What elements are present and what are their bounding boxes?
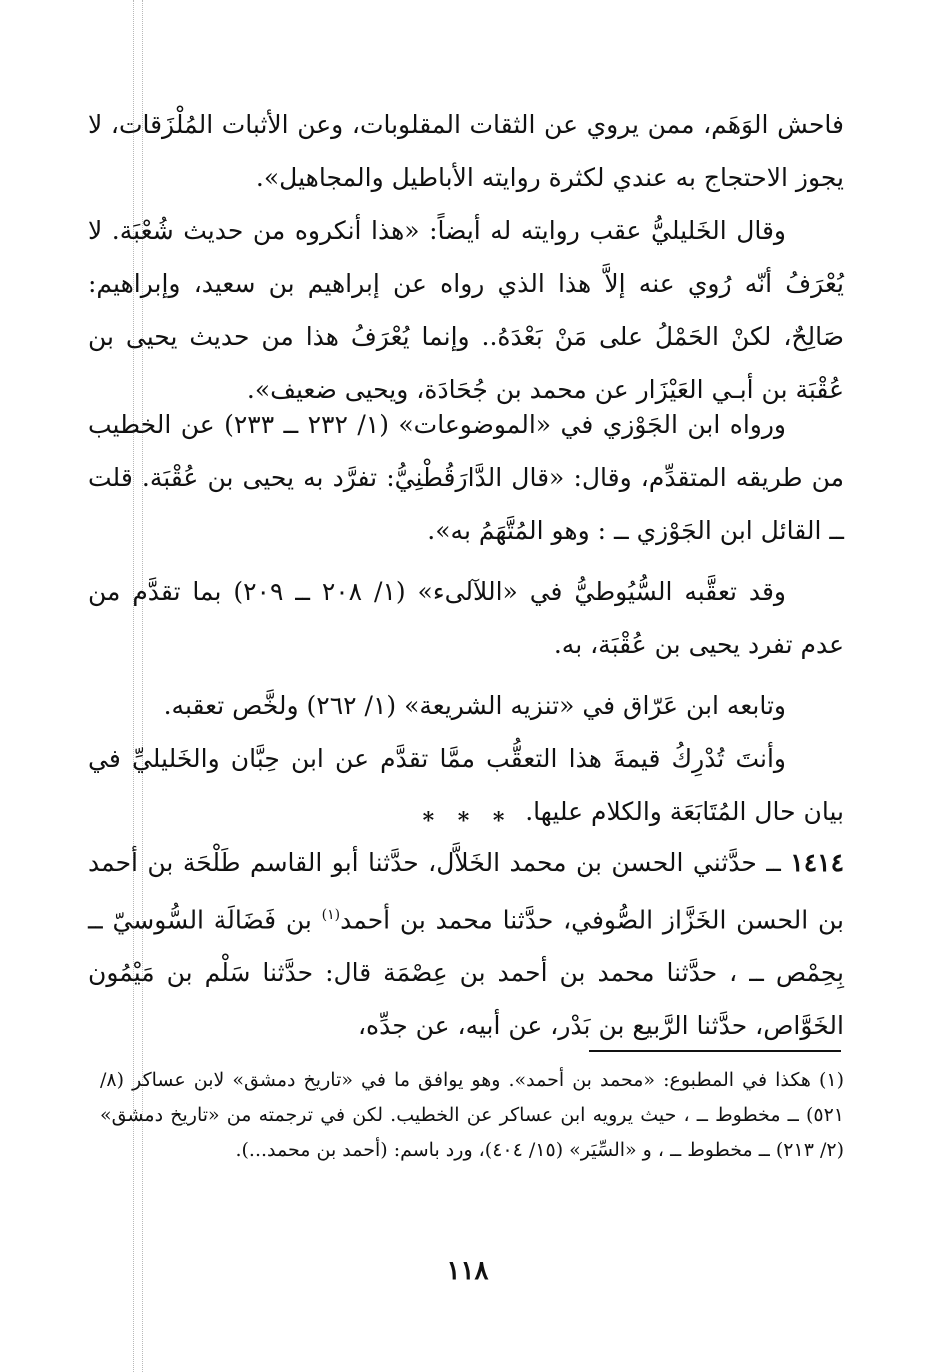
entry-text-continued: بن فَضَالَة السُّوسيّ ــ بِحِمْص ــ ، حدَّثنا محمد بن أحمد بن عِصْمَة قال: حدَّثنا سَلْم بن مَيْمُون الخَوَّاص، حدَّثنا الرَّبيع بن بَدْر، عن أبيه، عن جدِّه، xyxy=(88,905,844,1041)
paragraph: ورواه ابن الجَوْزي في «الموضوعات» (١/ ٢٣٢ ــ ٢٣٣) عن الخطيب من طريقه المتقدِّم، وقال: «قال الدَّارَقُطْنِيُّ: تفرَّد به يحيى بن عُقْبَة. قلت ــ القائل ابن الجَوْزي ــ : وهو المُتَّهَمُ به». xyxy=(88,410,844,545)
paragraph: وأنتَ تُدْرِكُ قيمةَ هذا التعقُّب ممَّا تقدَّم عن ابن حِبَّان والخَليليِّ في بيان حال المُتَابَعَة والكلام عليها. xyxy=(88,744,844,826)
entry-dash: ــ xyxy=(756,848,791,877)
footnote-marker: (١) xyxy=(321,907,341,923)
footnote-divider xyxy=(589,1050,841,1052)
page-number: ١١٨ xyxy=(446,1256,489,1286)
entry-number: ١٤١٤ xyxy=(790,848,845,877)
main-text-block-1 xyxy=(88,98,844,416)
paragraph: وتابعه ابن عَرّاق في «تنزيه الشريعة» (١/ ٢٦٢) ولخَّص تعقبه. xyxy=(163,691,786,720)
entry-text: حدَّثني الحسن بن محمد الخَلاَّل، حدَّثنا أبو القاسم طَلْحَة بن أحمد بن الحسن الخَزَّاز الصُّوفي، حدَّثنا محمد بن أحمد xyxy=(88,848,844,935)
section-separator: * * * xyxy=(422,808,513,834)
footnote-number: (١) xyxy=(818,1069,844,1091)
entry-paragraph xyxy=(88,836,844,1052)
paragraph: وقد تعقَّبه السُّيُوطيُّ في «اللآلىء» (١/ ٢٠٨ ــ ٢٠٩) بما تقدَّم من عدم تفرد يحيى بن عُقْبَة، به. xyxy=(88,577,844,659)
footnote-text: هكذا في المطبوع: «محمد بن أحمد». وهو يوافق ما في «تاريخ دمشق» لابن عساكر (٨/ ٥٢١) ــ مخطوط ــ ، حيث يرويه ابن عساكر عن الخطيب. لكن في ترجمته من «تاريخ دمشق» (٢/ ٢١٣) ــ مخطوط ــ ، و «السِّيَر» (١٥/ ٤٠٤)، ورد باسم: (أحمد بن محمد...). xyxy=(100,1069,844,1161)
paragraph: فاحش الوَهَم، ممن يروي عن الثقات المقلوبات، وعن الأثبات المُلْزَقات، لا يجوز الاحتجاج به عندي لكثرة روايته الأباطيل والمجاهيل». xyxy=(88,110,844,192)
hadith-entry xyxy=(88,836,844,1052)
footnote xyxy=(100,1063,844,1168)
main-text-block-2 xyxy=(88,398,844,838)
paragraph: وقال الخَليليُّ عقب روايته له أيضاً: «هذا أنكروه من حديث شُعْبَة. لا يُعْرَفُ أنّه رُوي عنه إلاَّ هذا الذي رواه عن إبراهيم بن سعيد، وإبراهيم: صَالِحٌ، لكنْ الحَمْلُ على مَنْ بَعْدَهُ.. وإنما يُعْرَفُ هذا من حديث يحيى بن عُقْبَة بن أبـي العَيْزَار عن محمد بن جُحَادَة، ويحيى ضعيف». xyxy=(88,216,844,404)
footnotes-section xyxy=(100,1063,844,1168)
